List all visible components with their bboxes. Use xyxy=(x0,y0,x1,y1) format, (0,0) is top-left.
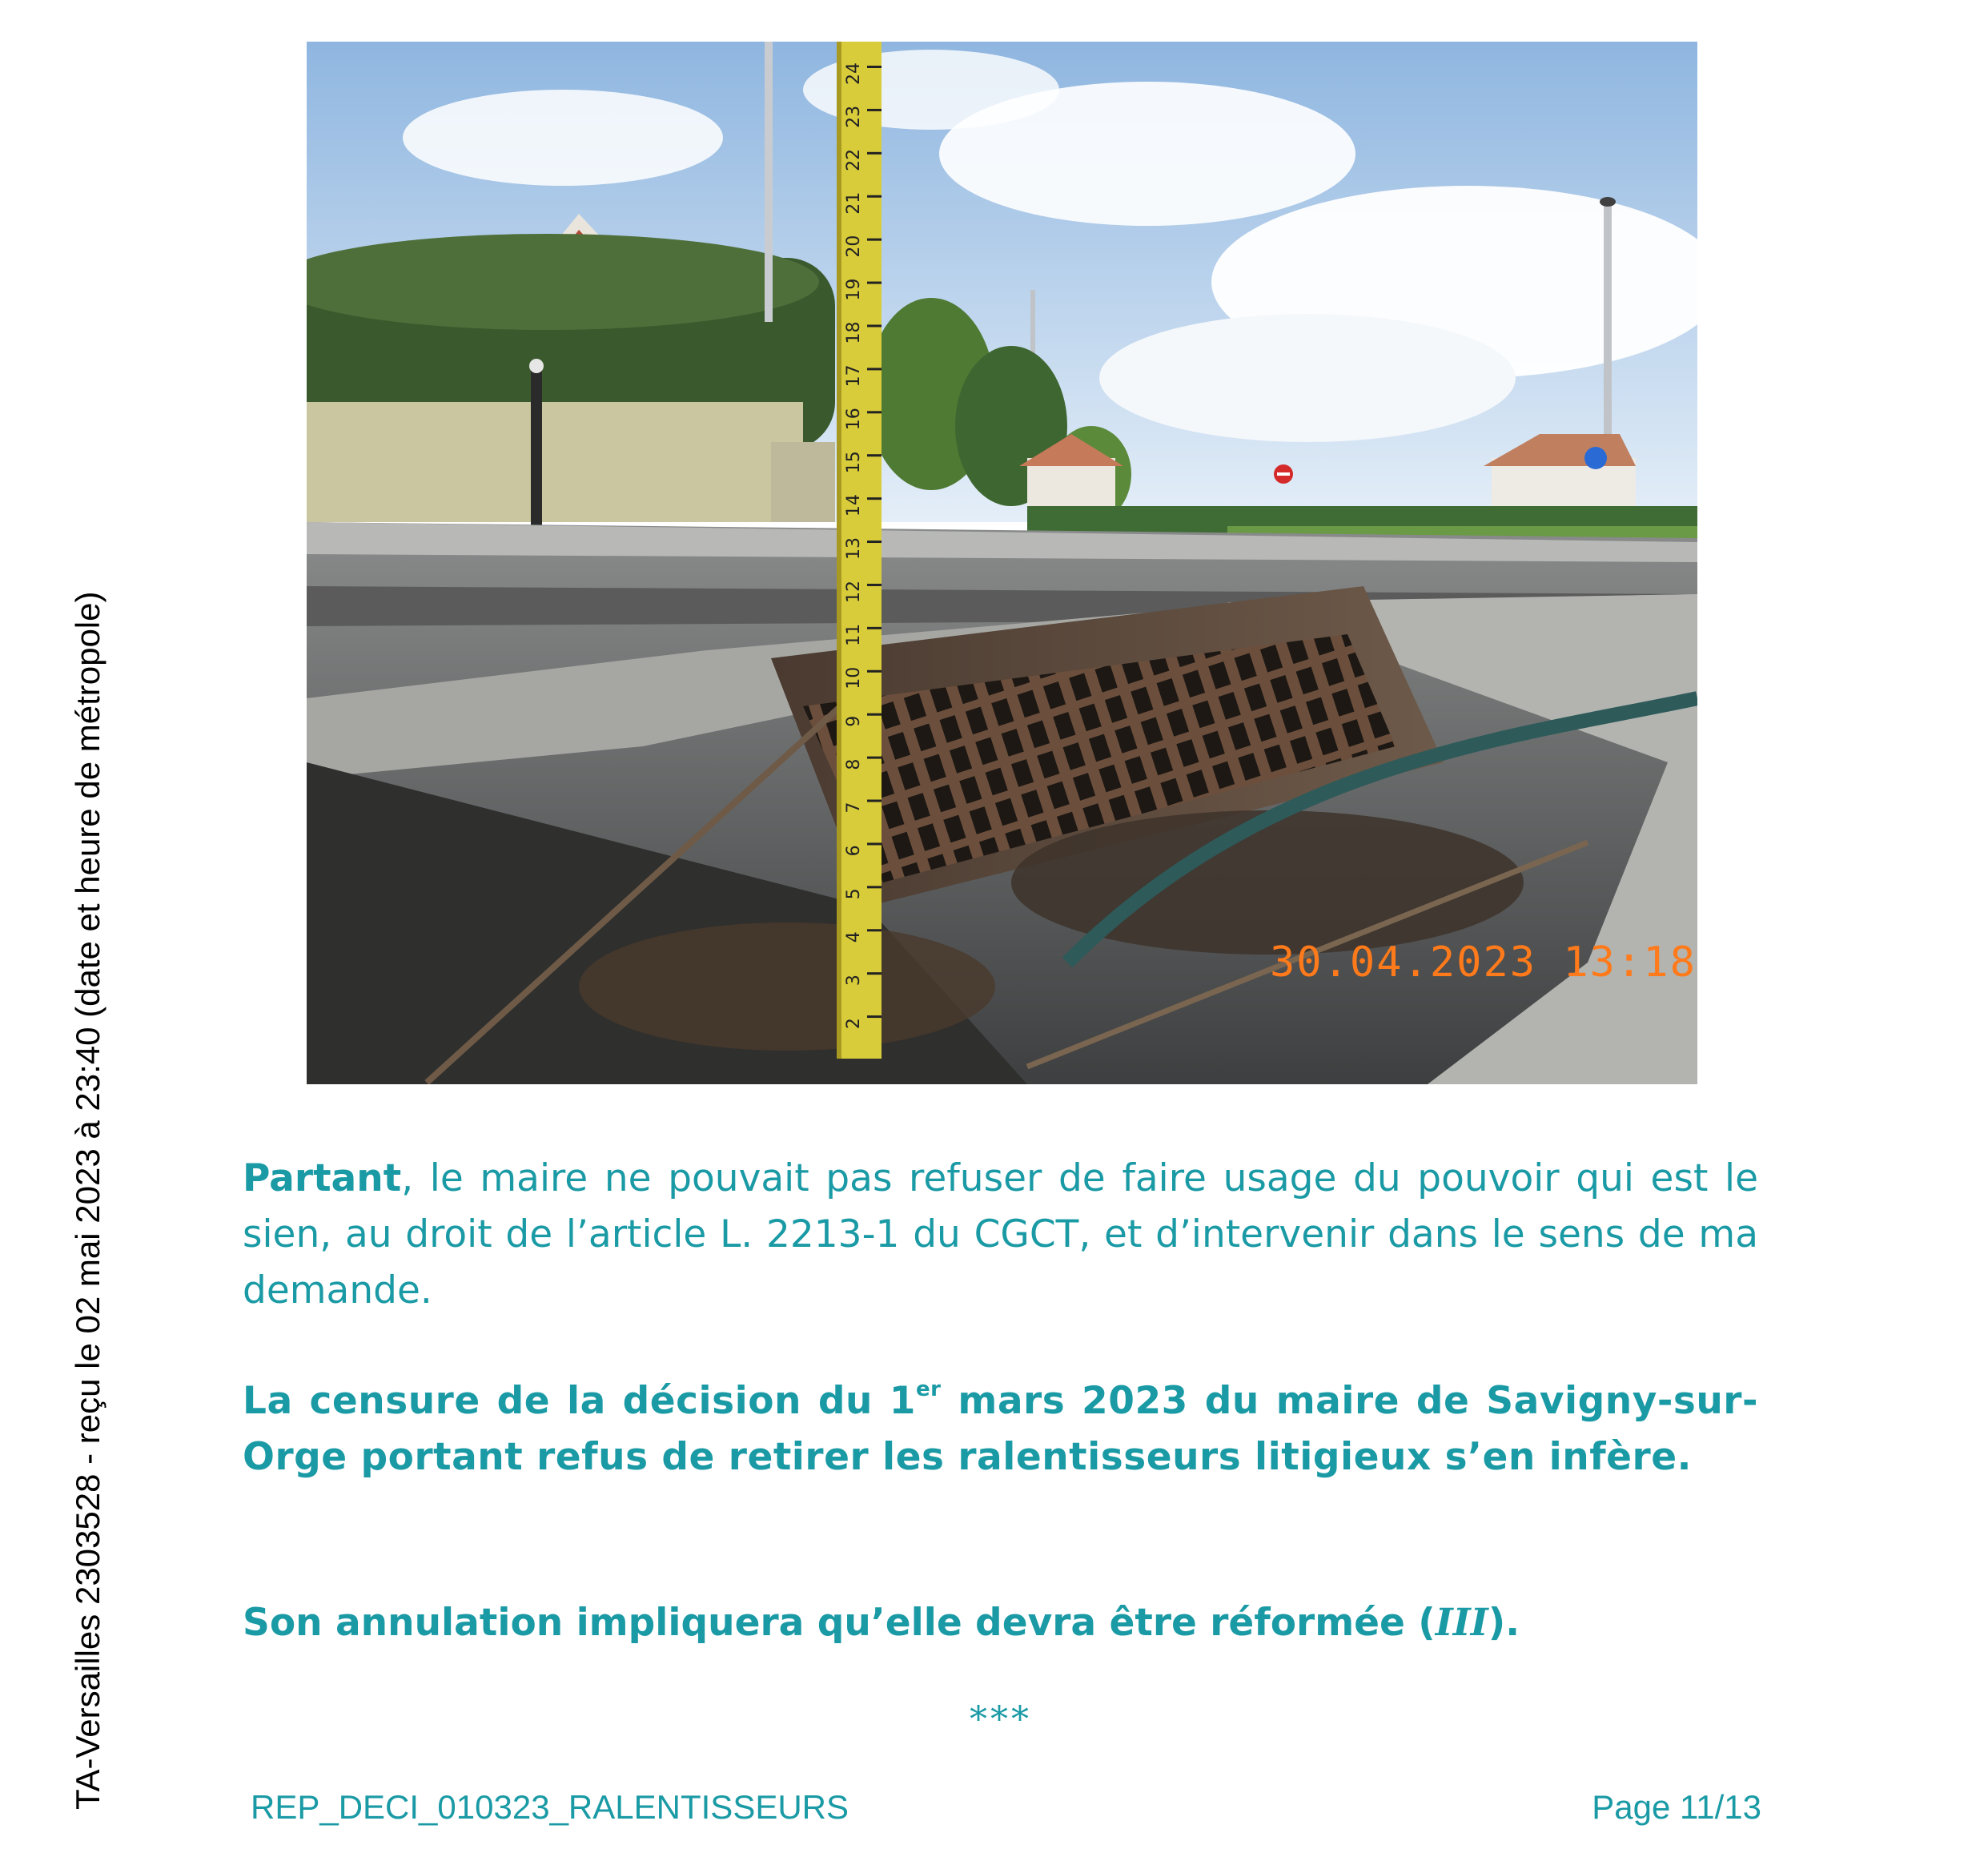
ruler-number: 10 xyxy=(844,666,864,689)
ruler-number: 13 xyxy=(844,537,864,561)
road-drain-photo xyxy=(307,42,1697,1084)
ruler-number: 21 xyxy=(844,191,864,215)
cloud xyxy=(403,90,723,186)
ruler-tick xyxy=(867,627,882,629)
paragraph-text: , le maire ne pouvait pas refuser de faire usage du pouvoir qui est le sien, au droit de l’article L. 2213-1 du CGCT, et d’intervenir dans le sens de ma demande. xyxy=(243,1156,1758,1312)
ruler-number: 9 xyxy=(844,715,864,727)
ruler-tick xyxy=(867,368,882,370)
ruler-number: 2 xyxy=(844,1018,864,1030)
ruler-number: 20 xyxy=(844,235,864,258)
superscript: er xyxy=(916,1377,942,1401)
paragraph-text: La censure de la décision du 1 xyxy=(243,1379,917,1423)
ruler-tick xyxy=(867,842,882,845)
ruler-tick xyxy=(867,972,882,975)
ruler-tick xyxy=(867,66,882,68)
ruler-number: 24 xyxy=(844,62,864,85)
court-receipt-stamp: TA-Versailles 2303528 - reçu le 02 mai 2023 à 23:40 (date et heure de métropole) xyxy=(69,591,106,1810)
ruler-number: 14 xyxy=(844,494,864,517)
ruler-number: 19 xyxy=(844,278,864,301)
ruler-tick xyxy=(867,411,882,413)
ruler-tick xyxy=(867,584,882,586)
ruler-number: 6 xyxy=(844,845,864,857)
ruler-number: 15 xyxy=(844,451,864,474)
footer-reference: REP_DECI_010323_RALENTISSEURS xyxy=(251,1788,849,1826)
ruler-number: 18 xyxy=(844,321,864,344)
ruler-number: 11 xyxy=(844,623,864,646)
ruler-tick xyxy=(867,670,882,673)
ruler-number: 7 xyxy=(844,802,864,814)
paragraph-censure xyxy=(243,1373,1758,1485)
ruler-tick xyxy=(867,886,882,888)
ruler-number: 4 xyxy=(844,931,864,943)
paragraph-text: mars 2023 du maire de Savigny-sur-Orge portant refus de retirer les ralentisseurs litigieux s’en infère. xyxy=(243,1379,1758,1479)
roman-numeral-reference: III xyxy=(1435,1601,1488,1645)
ruler-tick xyxy=(867,929,882,931)
ruler-tick xyxy=(867,282,882,284)
ruler-tick xyxy=(867,757,882,759)
ruler-number: 22 xyxy=(844,148,864,171)
ruler-tick xyxy=(867,239,882,241)
ruler-tick xyxy=(867,324,882,327)
ruler-number: 16 xyxy=(844,408,864,431)
ruler-tick xyxy=(867,497,882,500)
ruler-number: 23 xyxy=(844,105,864,128)
ruler-tick xyxy=(867,1015,882,1018)
cloud xyxy=(1099,314,1516,442)
street-light-pole xyxy=(765,42,773,322)
wall xyxy=(307,402,803,522)
ruler-number: 12 xyxy=(844,580,864,603)
ruler-number: 3 xyxy=(844,975,864,987)
ruler-number: 8 xyxy=(844,758,864,770)
ruler-tick xyxy=(867,800,882,802)
bollard xyxy=(531,370,542,530)
ruler-number: 5 xyxy=(844,888,864,900)
section-separator: *** xyxy=(970,1699,1032,1740)
paragraph-text: ). xyxy=(1488,1601,1520,1645)
ruler-tick xyxy=(867,454,882,456)
paragraph-text: Son annulation impliquera qu’elle devra être réformée ( xyxy=(243,1601,1436,1645)
ruler-tick xyxy=(867,195,882,198)
footer-page-number: Page 11/13 xyxy=(1592,1788,1761,1826)
paragraph-partant xyxy=(243,1151,1758,1319)
paragraph-annulation xyxy=(243,1595,1758,1651)
ruler-tick xyxy=(867,109,882,111)
ruler-number: 17 xyxy=(844,364,864,388)
paragraph-lead-bold: Partant xyxy=(243,1156,402,1200)
ruler-tick xyxy=(867,713,882,716)
photo-datestamp: 30.04.2023 13:18 xyxy=(1270,939,1697,987)
ruler-tick xyxy=(867,541,882,543)
measuring-tape xyxy=(837,42,882,1059)
ruler-tick xyxy=(867,152,882,155)
direction-sign xyxy=(1584,447,1607,469)
